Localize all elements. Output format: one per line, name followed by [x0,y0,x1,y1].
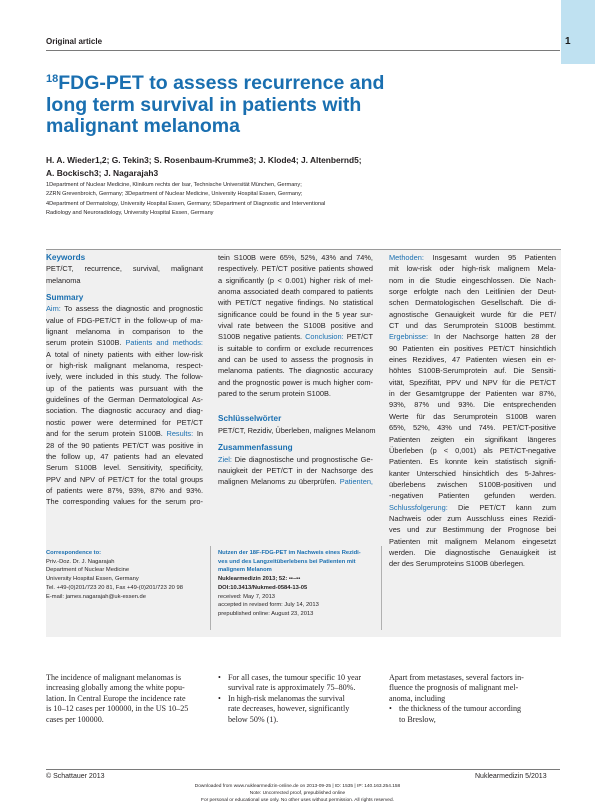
text-line [46,303,203,314]
abstract-english [46,252,203,508]
citation-title-line: Nutzen der 18F-FDG-PET im Nachweis eines Rezidi- [218,550,361,556]
citation-date: received: May 7, 2013 [218,593,276,600]
text-line [389,263,556,274]
text-line [389,445,556,456]
body-line: anoma, including [389,693,446,703]
line-text: mit low-risk oder high-risk malignem Mela- [389,264,556,274]
text-line [46,440,203,451]
line-text: and for the serum protein S100B. [46,429,167,439]
body-line: • For all cases, the tumour specific 10 year [228,673,362,682]
text-line [218,365,373,376]
section-label: Schlussfolgerung: [389,502,448,512]
text-line [46,371,203,382]
zusammenfassung-text [389,252,556,570]
line-text: 28 of the 90 patients PET/CT was positive in [46,440,203,450]
body-line: is 10–12 cases per 100000, in the US 10–25 [46,704,189,714]
line-text: Nachweis oder zum Ausschluss eines Rezidi- [389,513,556,523]
footer-divider [46,769,560,770]
bullet-item [218,694,378,725]
page-number: 1 [565,36,571,47]
text-line [218,320,373,331]
column-divider [381,546,382,630]
text-line [218,476,373,487]
line-text: with PET/CT negative findings. No statistical [218,298,373,308]
text-line [46,485,203,496]
body-column-3 [389,673,557,725]
line-text: höhtes S100B-Serumprotein auf. Die Sensiti- [389,366,556,376]
text-line [389,524,556,535]
text-line [218,263,373,274]
text-line [46,383,203,394]
text-line [46,337,203,348]
text-line [46,451,203,462]
line-text: agnostische Genauigkeit wurde für die PET/ [389,309,556,319]
text-line [389,365,556,376]
schluesselwoerter-text: PET/CT, Rezidiv, Überleben, malignes Melanom [218,425,376,435]
line-text: significance could be found in the 5 year sur- [218,309,373,319]
text-line [218,343,373,354]
text-line [218,354,373,365]
line-text: ves und zur Bestimmung der Prognose bei [389,525,556,535]
text-line [389,490,556,501]
text-line [389,479,556,490]
text-line [218,454,373,465]
text-line [46,417,203,428]
text-line [218,252,373,263]
line-text: lignant melanoma in comparison to the [46,327,203,337]
line-text: and can be used to assess the prognosis in [218,355,373,365]
line-text: melanoma patients. The diagnostic accuracy [218,366,373,376]
section-label: Ergebnisse: [389,332,429,342]
text-line [389,399,556,410]
text-line [389,320,556,331]
line-text: of patients were 87%, 93%, 87% and 93%. [46,485,203,495]
body-line: rate decreases, however, significantly [228,704,350,714]
title-line: malignant melanoma [46,115,240,137]
affiliation-line: Radiology and Neuroradiology, University Hospital Essen, Germany [46,209,214,216]
affiliation-line: 2ZRN Grevenbroich, Germany; 3Department of Nuclear Medicine, University Hospital Essen, Germany; [46,191,303,198]
header-divider [46,50,560,51]
citation-title-line: ves und des Langzeitüberlebens bei Patienten mit [218,558,356,565]
column-divider [210,546,211,630]
text-line [218,377,373,388]
correspondence-line: Priv.-Doz. Dr. J. Nagarajah [46,558,115,565]
text-line [46,428,203,439]
text-line [218,286,373,297]
line-text: respectively. PET/CT positive patients showed [218,264,373,274]
line-text: sorge erfolgte nach den Leitlinien der Deut- [389,287,556,297]
text-line [389,309,556,320]
body-column-2 [218,673,378,725]
abstract-english-continued [218,252,376,488]
text-line [389,536,556,547]
proof-note: Note: Uncorrected proof, prepublished online [249,791,346,796]
section-label: Results: [166,429,194,439]
line-text: up of the patients was pursuant with the [46,383,203,393]
line-text: malignen Melanoms zu überprüfen. [218,477,340,487]
line-text: Patienten mit malignem Melanom eingesetzt [389,536,556,546]
keywords-heading: Keywords [46,253,86,262]
section-label: Patients and methods: [125,338,203,348]
line-text: Patienten zeigten ein signifikant längeres [389,434,556,444]
author-line: A. Bockisch3; J. Nagarajah3 [46,167,159,178]
body-line: • the thickness of the tumour according [399,704,522,714]
correspondence-line: Tel. +49-(0)201/723 20 81, Fax +49-(0)201/723 20 98 [46,584,183,591]
correspondence-email[interactable]: E-mail: james.nagarajah@uk-essen.de [46,593,146,600]
line-text: vival rate between the S100B positive and [218,321,373,331]
line-text: To assess the diagnostic and prognostic [60,304,203,314]
correspondence-heading: Correspondence to: [46,550,102,556]
body-line: survival rate is approximately 75–80%. [228,683,356,693]
text-line [389,547,556,558]
affiliation-line: 4Department of Dermatology, University Hospital Essen, Germany; 5Department of Diagnostic and Interventional [46,200,326,207]
affiliations [46,181,446,218]
line-text: Die diagnostische und prognostische Ge- [231,454,373,464]
section-label: Conclusion: [305,332,344,342]
bullet-item [389,704,557,725]
line-text: Die PET/CT kann zum [447,502,556,512]
line-text: serum protein S100B. [46,338,126,348]
line-text: 93%, 87% und 93%. Die entsprechenden [389,400,556,410]
keywords-text: melanoma [46,275,81,285]
citation-date: prepublished online: August 23, 2013 [218,610,314,617]
line-text: nom in die Studie eingeschlossen. Die Nach- [389,275,556,285]
line-text: nauigkeit der PET/CT in der Nachsorge des [218,465,373,475]
line-text: guidelines of the German Dermatological As- [46,395,203,405]
article-type: Original article [46,37,103,46]
body-line: to Breslow, [399,714,436,724]
title-line: FDG-PET to assess recurrence and [58,72,385,94]
section-label: Ziel: [218,454,232,464]
line-text: Patienten. Es konnte kein statistisch signifi- [389,457,556,467]
line-text: nostic power were determined for PET/CT [46,417,203,427]
article-title [46,69,466,138]
keywords-text: PET/CT, recurrence, survival, malignant [46,264,203,274]
summary-text [218,252,373,399]
line-text: vität, Spezifität, PPV und NPV für die PET/CT [389,377,556,387]
text-line [389,502,556,513]
text-line [218,465,373,476]
text-line [218,331,373,342]
line-text: Überleben (p < 0,001) als PET/CT-negative [389,445,556,455]
line-text: The corresponding values for the serum pro- [46,497,203,507]
line-text: In [193,429,203,439]
zusammenfassung-continued [389,252,556,570]
text-line [218,309,373,320]
text-line [389,468,556,479]
line-text: or high-risk malignant melanoma, respect- [46,361,203,371]
body-line: cases per 100000. [46,714,104,724]
text-line [46,405,203,416]
bullet-item [218,673,378,694]
text-line [46,394,203,405]
text-line [218,275,373,286]
summary-text [46,303,203,507]
line-text: kanter Unterschied hinsichtlich des 5-Jahres- [389,468,556,478]
body-line: increasing globally among the white popu- [46,683,185,693]
citation-doi[interactable]: DOI:10.3413/Nukmed-0584-13-05 [218,584,308,591]
citation-journal: Nuklearmedizin 2013; 52: ••–•• [218,576,301,583]
text-line [389,434,556,445]
line-text: value of FDG-PET/CT in the follow-up of ma- [46,315,203,325]
section-label: Methoden: [389,253,424,262]
text-line [389,297,556,308]
line-text: Insgesamt wurden 95 Patienten [423,253,556,262]
text-line [389,388,556,399]
line-text: schen Dermatologischen Gesellschaft. Die di- [389,298,556,308]
text-line [46,360,203,371]
text-line [389,343,556,354]
line-text: the follow up, 47 patients had an elevated [46,451,203,461]
body-line: below 50% (1). [228,714,279,724]
body-line: fluence the prognosis of malignant mel- [389,683,519,693]
text-line [218,297,373,308]
body-line: lation. In Central Europe the incidence rate [46,693,186,703]
line-text: A total of ninety patients with either low-risk [46,349,203,359]
body-line: The incidence of malignant melanomas is [46,673,182,682]
author-list [46,154,446,179]
citation-block [218,549,378,619]
line-text: PET/CT [343,332,373,342]
text-line [389,513,556,524]
section-label: Aim: [46,304,61,314]
text-line [389,411,556,422]
line-text: -negativen Patienten gefunden werden. [389,491,556,501]
text-line [389,331,556,342]
line-text: Werte für das Serumprotein S100B waren [389,411,556,421]
line-text: 90 Patienten ein positives PET/CT hinsichtlich [389,343,556,353]
line-text: a significantly (p < 0.001) higher risk of mel- [218,275,373,285]
text-line [389,456,556,467]
abstract-panel-border [46,249,561,250]
text-line [389,354,556,365]
citation-title-line: malignem Melanom [218,567,272,574]
body-line: • In high-risk melanomas the survival [228,693,345,703]
line-text: eines Rezidives, 47 Patienten wiesen ein er- [389,355,556,365]
line-text: S100B negative patients. [218,332,306,342]
line-text: CT und das Serumprotein S100B bestimmt. [389,321,556,331]
line-text: pared to the serum protein S100B. [218,389,331,399]
line-text: der des Serumproteins S100B überlegen. [389,559,525,569]
line-text: werden. Die diagnostische Genauigkeit ist [389,547,556,557]
line-text: sociation. The diagnostic accuracy and diag- [46,406,203,416]
line-text: tein S100B were 65%, 52%, 43% and 74%, [218,253,373,262]
line-text: anoma associated death compared to patients [218,287,373,297]
line-text: überlebens zwischen S100B-positiven und [389,479,556,489]
schluesselwoerter-heading: Schlüsselwörter [218,414,282,424]
text-line [389,422,556,433]
line-text: ively, were included in this study. The follow- [46,372,203,382]
download-note: Downloaded from www.nuklearmedizin-online.de on 2013-09-25 | ID: 1535 | IP: 140.163.254.158 [194,784,401,789]
usage-note: For personal or educational use only. No other uses without permission. All rights reserved. [201,798,394,803]
body-line: Apart from metastases, several factors in- [389,673,524,682]
text-line [46,315,203,326]
text-line [46,474,203,485]
corner-tab [561,0,595,64]
text-line [389,558,556,569]
citation-date: accepted in revised form: July 14, 2013 [218,602,319,609]
line-text: 65%, 52%, 43% und 74%. PET/CT-positive [389,423,556,433]
title-line: long term survival in patients with [46,93,362,116]
text-line [46,326,203,337]
text-line [46,349,203,360]
correspondence-block [46,549,206,601]
affiliation-line: 1Department of Nuclear Medicine, Klinikum rechts der Isar, Technische Universität München, Germany; [46,182,302,188]
text-line [389,275,556,286]
zusammenfassung-text [218,454,373,488]
correspondence-line: Department of Nuclear Medicine [46,567,130,574]
line-text: Serum S100B level. Sensitivity, specificity, [46,463,203,473]
text-line [389,286,556,297]
text-line [218,388,373,399]
text-line [389,252,556,263]
section-label: Patienten, [339,477,373,487]
correspondence-line: University Hospital Essen, Germany [46,576,139,583]
text-line [46,496,203,507]
line-text: in der Gesamtgruppe der Patienten war 87%, [389,389,556,399]
body-column-1 [46,673,208,725]
journal-issue: Nuklearmedizin 5/2013 [475,773,547,780]
summary-heading: Summary [46,293,84,303]
line-text: PPV and NPV of PET/CT for the total groups [46,474,203,484]
text-line [46,462,203,473]
line-text: In der Nachsorge hatten 28 der [428,332,556,342]
line-text: is suitable to confirm or exclude recurrences [218,343,373,353]
zusammenfassung-heading: Zusammenfassung [218,443,293,453]
title-superscript: 18 [46,73,59,85]
text-line [389,377,556,388]
copyright: © Schattauer 2013 [46,773,105,780]
author-line: H. A. Wieder1,2; G. Tekin3; S. Rosenbaum-Krumme3; J. Klode4; J. Altenbernd5; [46,155,362,165]
line-text: and the prognostic power is much higher com- [218,377,373,387]
